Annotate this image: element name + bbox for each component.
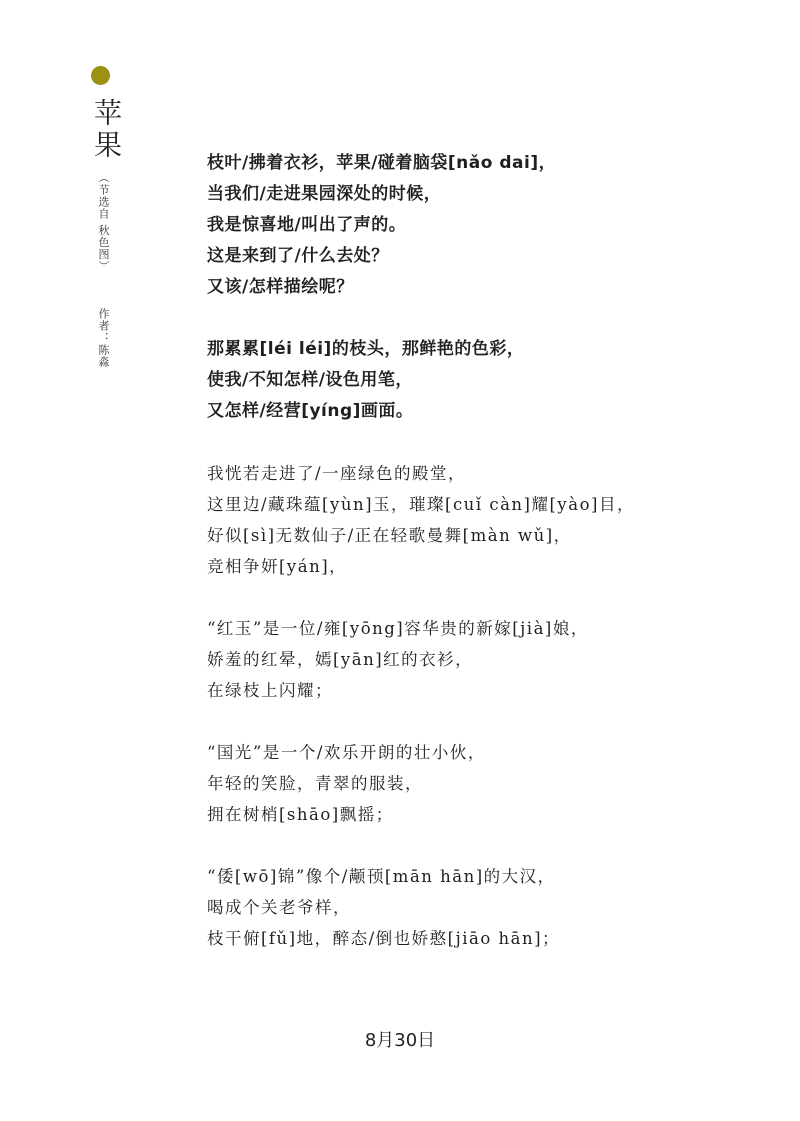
stanza-gap bbox=[207, 830, 727, 861]
poem-line: 我是惊喜地/叫出了声的。 bbox=[207, 215, 407, 235]
accent-dot bbox=[91, 66, 110, 85]
poem-source: （节选自 秋色图） bbox=[97, 172, 110, 273]
poem-line: 又怎样/经营[yíng]画面。 bbox=[207, 401, 414, 421]
stanza-gap bbox=[207, 303, 727, 334]
poem-line: 年轻的笑脸，青翠的服装， bbox=[207, 774, 423, 793]
poem-line: 那累累[léi léi]的枝头，那鲜艳的色彩， bbox=[207, 339, 525, 359]
poem-line: 使我/不知怎样/设色用笔， bbox=[207, 370, 413, 390]
poem-line: 枝叶/拂着衣衫，苹果/碰着脑袋[nǎo dai]， bbox=[207, 153, 557, 173]
date-label: 8月30日 bbox=[364, 1030, 436, 1051]
stanza-gap bbox=[207, 706, 727, 737]
poem-title: 苹果 bbox=[90, 98, 123, 162]
stanza-gap bbox=[207, 427, 727, 458]
poem-author: 作者：陈淼 bbox=[97, 308, 110, 368]
stanza-gap bbox=[207, 582, 727, 613]
poem-line: 竞相争妍[yán]， bbox=[207, 557, 348, 576]
poem-body bbox=[207, 148, 727, 954]
poem-line: 喝成个关老爷样， bbox=[207, 898, 351, 917]
poem-line: 好似[sì]无数仙子/正在轻歌曼舞[màn wǔ]， bbox=[207, 526, 572, 545]
poem-line: 枝干俯[fǔ]地，醉态/倒也娇憨[jiāo hān]； bbox=[207, 929, 561, 948]
poem-line: “国光”是一个/欢乐开朗的壮小伙， bbox=[207, 743, 486, 762]
poem-line: 这是来到了/什么去处？ bbox=[207, 246, 389, 266]
poem-line: 在绿枝上闪耀； bbox=[207, 681, 333, 700]
poem-line: “倭[wō]锦”像个/颟顸[mān hān]的大汉， bbox=[207, 867, 556, 886]
poem-line: 娇羞的红晕，嫣[yān]红的衣衫， bbox=[207, 650, 474, 669]
poem-line: 又该/怎样描绘呢？ bbox=[207, 277, 354, 297]
poem-line: 这里边/藏珠蕴[yùn]玉，璀璨[cuǐ càn]耀[yào]目， bbox=[207, 495, 635, 514]
poem-line: 拥在树梢[shāo]飘摇； bbox=[207, 805, 394, 824]
poem-line: “红玉”是一位/雍[yōng]容华贵的新嫁[jià]娘， bbox=[207, 619, 589, 638]
poem-line: 当我们/走进果园深处的时候， bbox=[207, 184, 442, 204]
poem-line: 我恍若走进了/一座绿色的殿堂， bbox=[207, 464, 467, 483]
